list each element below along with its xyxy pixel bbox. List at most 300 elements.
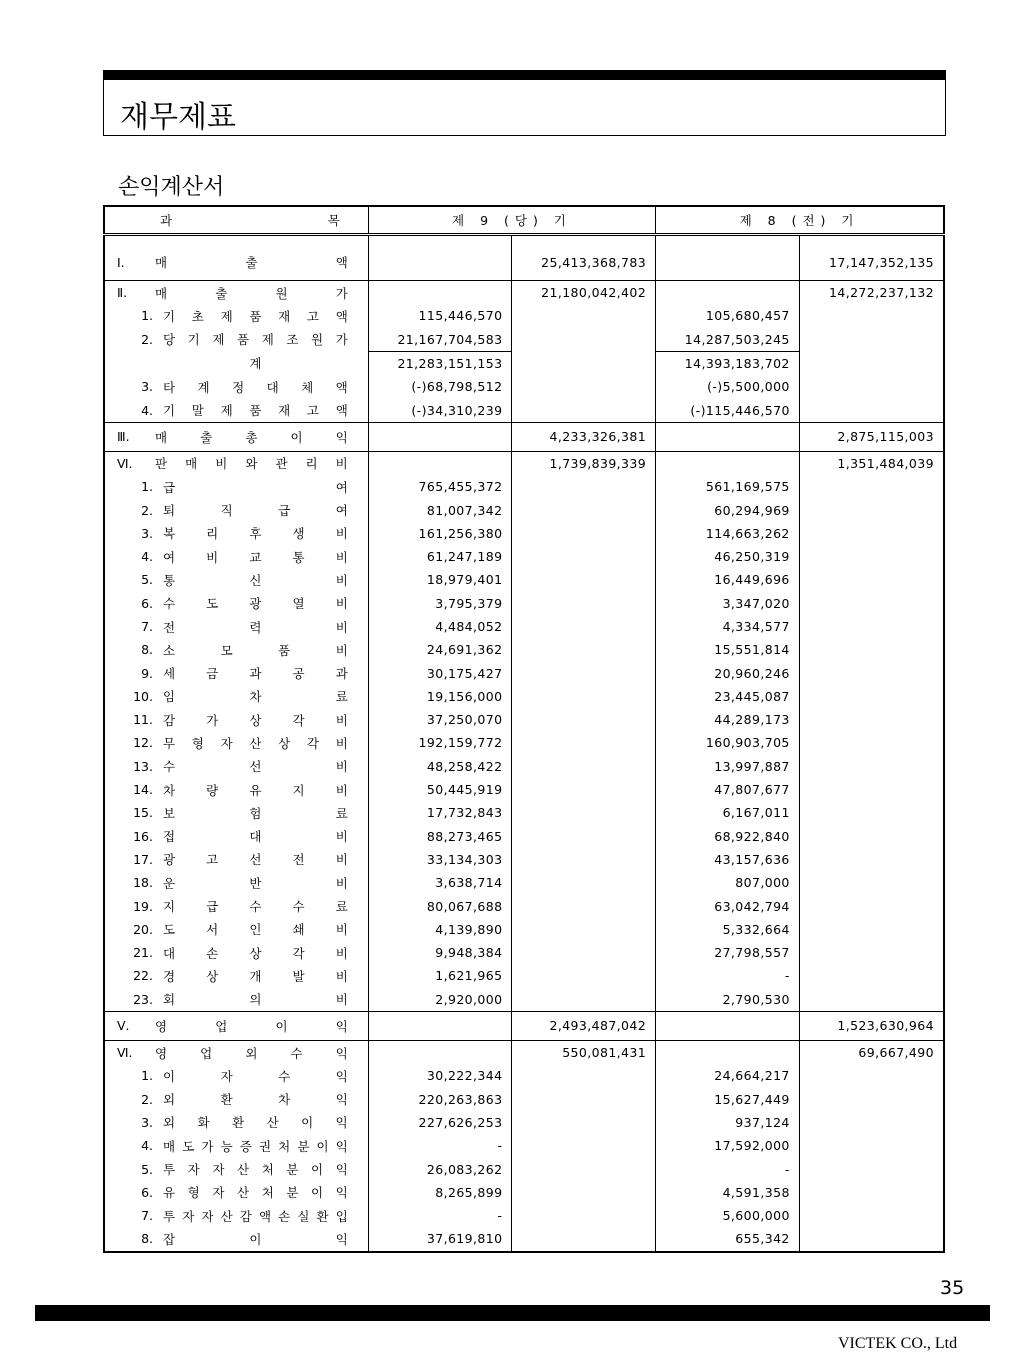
item-label: 무 형 자 산 상 각 비 bbox=[163, 735, 348, 751]
current-detail-cell: 17,732,843 bbox=[368, 801, 512, 824]
account-cell bbox=[104, 1088, 368, 1111]
item-label: 기 말 제 품 재 고 액 bbox=[163, 403, 348, 419]
item-number: 12. bbox=[133, 735, 153, 751]
account-cell bbox=[104, 801, 368, 824]
previous-detail-cell: 15,551,814 bbox=[656, 638, 800, 661]
current-total-cell bbox=[512, 398, 656, 422]
table-row bbox=[104, 685, 944, 708]
table-row bbox=[104, 1134, 944, 1157]
account-cell bbox=[104, 498, 368, 521]
current-total-cell bbox=[512, 1227, 656, 1251]
account-cell bbox=[104, 778, 368, 801]
current-detail-cell: 227,626,253 bbox=[368, 1111, 512, 1134]
current-detail-cell bbox=[368, 1011, 512, 1040]
current-detail-cell bbox=[368, 451, 512, 475]
table-row bbox=[104, 918, 944, 941]
previous-detail-cell: (-)115,446,570 bbox=[656, 398, 800, 422]
table-row bbox=[104, 304, 944, 327]
previous-total-cell bbox=[799, 1181, 944, 1204]
item-label: 수 도 광 열 비 bbox=[163, 596, 348, 612]
item-number: 4. bbox=[141, 402, 153, 418]
previous-total-cell bbox=[799, 638, 944, 661]
top-bar bbox=[103, 70, 946, 80]
item-label: 기 초 제 품 재 고 액 bbox=[163, 308, 348, 324]
account-cell bbox=[104, 1011, 368, 1040]
item-label: 매 출 액 bbox=[155, 255, 348, 270]
current-detail-cell bbox=[368, 235, 512, 281]
current-total-cell bbox=[512, 778, 656, 801]
item-label: 대 손 상 각 비 bbox=[163, 945, 348, 961]
previous-total-cell bbox=[799, 475, 944, 498]
item-label: 수 선 비 bbox=[163, 759, 348, 775]
previous-total-cell bbox=[799, 1204, 944, 1227]
item-label: 전 력 비 bbox=[163, 619, 348, 635]
previous-detail-cell: 655,342 bbox=[656, 1227, 800, 1251]
account-cell bbox=[104, 235, 368, 281]
account-cell bbox=[104, 1134, 368, 1157]
current-total-cell bbox=[512, 1204, 656, 1227]
previous-detail-cell: 43,157,636 bbox=[656, 848, 800, 871]
previous-detail-cell: 14,393,183,702 bbox=[656, 351, 800, 375]
item-label: 광 고 선 전 비 bbox=[163, 852, 348, 868]
current-detail-cell: 161,256,380 bbox=[368, 522, 512, 545]
item-label: 소 모 품 비 bbox=[163, 642, 348, 658]
previous-total-cell bbox=[799, 592, 944, 615]
account-cell bbox=[104, 475, 368, 498]
item-label: 보 험 료 bbox=[163, 805, 348, 821]
previous-total-cell bbox=[799, 894, 944, 917]
previous-total-cell bbox=[799, 825, 944, 848]
item-label: 매 도 가 능 증 권 처 분 이 익 bbox=[163, 1138, 348, 1154]
item-number: 4. bbox=[141, 1138, 153, 1154]
table-row bbox=[104, 475, 944, 498]
previous-detail-cell bbox=[656, 1011, 800, 1040]
previous-total-cell bbox=[799, 351, 944, 375]
current-total-cell bbox=[512, 638, 656, 661]
bottom-bar bbox=[35, 1305, 990, 1321]
previous-detail-cell bbox=[656, 1040, 800, 1064]
item-number: 6. bbox=[141, 1184, 153, 1200]
table-row bbox=[104, 235, 944, 281]
current-detail-cell: 21,283,151,153 bbox=[368, 351, 512, 375]
current-detail-cell: 21,167,704,583 bbox=[368, 328, 512, 352]
item-number: Ⅰ. bbox=[117, 254, 125, 270]
item-label: 감 가 상 각 비 bbox=[163, 712, 348, 728]
previous-detail-cell: 6,167,011 bbox=[656, 801, 800, 824]
previous-total-cell bbox=[799, 755, 944, 778]
table-row bbox=[104, 398, 944, 422]
previous-detail-cell bbox=[656, 451, 800, 475]
title-box bbox=[103, 80, 946, 136]
previous-total-cell bbox=[799, 1134, 944, 1157]
previous-total-cell bbox=[799, 328, 944, 352]
previous-detail-cell: 13,997,887 bbox=[656, 755, 800, 778]
current-total-cell bbox=[512, 894, 656, 917]
current-total-cell bbox=[512, 755, 656, 778]
previous-total-cell bbox=[799, 941, 944, 964]
current-detail-cell: 26,083,262 bbox=[368, 1157, 512, 1180]
item-number: 16. bbox=[133, 828, 153, 844]
current-total-cell bbox=[512, 964, 656, 987]
account-cell bbox=[104, 328, 368, 352]
current-total-cell bbox=[512, 871, 656, 894]
current-detail-cell: (-)68,798,512 bbox=[368, 375, 512, 398]
current-detail-cell: 765,455,372 bbox=[368, 475, 512, 498]
current-total-cell bbox=[512, 522, 656, 545]
account-cell bbox=[104, 1157, 368, 1180]
previous-detail-cell: 4,591,358 bbox=[656, 1181, 800, 1204]
account-cell bbox=[104, 1040, 368, 1064]
previous-detail-cell: 46,250,319 bbox=[656, 545, 800, 568]
previous-detail-cell: 17,592,000 bbox=[656, 1134, 800, 1157]
previous-total-cell bbox=[799, 708, 944, 731]
item-label: 통 신 비 bbox=[163, 572, 348, 588]
table-row bbox=[104, 848, 944, 871]
account-cell bbox=[104, 825, 368, 848]
previous-detail-cell: 60,294,969 bbox=[656, 498, 800, 521]
item-number: 9. bbox=[141, 665, 153, 681]
current-total-cell bbox=[512, 941, 656, 964]
item-label: 세 금 과 공 과 bbox=[163, 666, 348, 682]
previous-total-cell bbox=[799, 988, 944, 1012]
item-number: 15. bbox=[133, 805, 153, 821]
current-detail-cell: 3,795,379 bbox=[368, 592, 512, 615]
current-total-cell bbox=[512, 592, 656, 615]
item-label: 지 급 수 수 료 bbox=[163, 899, 348, 915]
previous-detail-cell: 14,287,503,245 bbox=[656, 328, 800, 352]
current-total-cell: 1,739,839,339 bbox=[512, 451, 656, 475]
item-number: 18. bbox=[133, 875, 153, 891]
item-number: 3. bbox=[141, 1114, 153, 1130]
previous-total-cell bbox=[799, 375, 944, 398]
item-label: 급 여 bbox=[163, 479, 348, 495]
previous-total-cell: 17,147,352,135 bbox=[799, 235, 944, 281]
item-number: 17. bbox=[133, 851, 153, 867]
current-detail-cell: 33,134,303 bbox=[368, 848, 512, 871]
item-label: 회 의 비 bbox=[163, 992, 348, 1008]
current-detail-cell: 80,067,688 bbox=[368, 894, 512, 917]
table-row bbox=[104, 894, 944, 917]
current-detail-cell: 81,007,342 bbox=[368, 498, 512, 521]
current-detail-cell bbox=[368, 422, 512, 451]
table-row bbox=[104, 731, 944, 754]
previous-detail-cell: 807,000 bbox=[656, 871, 800, 894]
account-header bbox=[104, 206, 368, 235]
previous-detail-cell: 160,903,705 bbox=[656, 731, 800, 754]
current-detail-cell: 4,139,890 bbox=[368, 918, 512, 941]
current-period-header: 제 9 (당) 기 bbox=[368, 206, 655, 235]
item-number: 6. bbox=[141, 595, 153, 611]
current-total-cell bbox=[512, 1134, 656, 1157]
account-cell bbox=[104, 568, 368, 591]
table-row bbox=[104, 778, 944, 801]
account-cell bbox=[104, 351, 368, 375]
current-detail-cell: 19,156,000 bbox=[368, 685, 512, 708]
current-detail-cell: 48,258,422 bbox=[368, 755, 512, 778]
current-total-cell bbox=[512, 661, 656, 684]
previous-detail-cell: - bbox=[656, 964, 800, 987]
previous-total-cell bbox=[799, 304, 944, 327]
item-number: 2. bbox=[141, 1091, 153, 1107]
item-number: 1. bbox=[141, 479, 153, 495]
item-label: 매 출 원 가 bbox=[155, 285, 348, 301]
previous-total-cell bbox=[799, 778, 944, 801]
table-row bbox=[104, 1227, 944, 1251]
account-cell bbox=[104, 545, 368, 568]
previous-detail-cell: 15,627,449 bbox=[656, 1088, 800, 1111]
account-header-right: 목 bbox=[327, 213, 340, 228]
table-row bbox=[104, 638, 944, 661]
current-detail-cell: - bbox=[368, 1134, 512, 1157]
item-label: 여 비 교 통 비 bbox=[163, 549, 348, 565]
item-number: Ⅱ. bbox=[117, 285, 128, 301]
item-label: 투 자 자 산 처 분 이 익 bbox=[163, 1162, 348, 1178]
account-cell bbox=[104, 848, 368, 871]
account-header-left: 과 bbox=[160, 213, 173, 228]
account-cell bbox=[104, 755, 368, 778]
item-number: 19. bbox=[133, 898, 153, 914]
current-detail-cell: 37,250,070 bbox=[368, 708, 512, 731]
previous-detail-cell: (-)5,500,000 bbox=[656, 375, 800, 398]
table-row bbox=[104, 825, 944, 848]
table-row bbox=[104, 1181, 944, 1204]
item-number: Ⅵ. bbox=[117, 1045, 133, 1061]
current-total-cell bbox=[512, 988, 656, 1012]
previous-total-cell bbox=[799, 498, 944, 521]
previous-detail-cell: 114,663,262 bbox=[656, 522, 800, 545]
table-header-row bbox=[104, 206, 944, 235]
item-number: 10. bbox=[133, 688, 153, 704]
item-label: 차 량 유 지 비 bbox=[163, 782, 348, 798]
item-label: 외 화 환 산 이 익 bbox=[163, 1115, 348, 1131]
table-row bbox=[104, 708, 944, 731]
table-body bbox=[104, 235, 944, 1252]
current-total-cell bbox=[512, 1111, 656, 1134]
item-number: 3. bbox=[141, 379, 153, 395]
previous-total-cell: 2,875,115,003 bbox=[799, 422, 944, 451]
current-detail-cell: 115,446,570 bbox=[368, 304, 512, 327]
previous-total-cell bbox=[799, 964, 944, 987]
previous-detail-cell: 68,922,840 bbox=[656, 825, 800, 848]
account-cell bbox=[104, 964, 368, 987]
item-number: 1. bbox=[141, 308, 153, 324]
item-number: 7. bbox=[141, 1208, 153, 1224]
table-row bbox=[104, 328, 944, 352]
table-row bbox=[104, 801, 944, 824]
previous-total-cell bbox=[799, 685, 944, 708]
current-total-cell bbox=[512, 918, 656, 941]
current-total-cell bbox=[512, 848, 656, 871]
account-cell bbox=[104, 1181, 368, 1204]
current-total-cell: 25,413,368,783 bbox=[512, 235, 656, 281]
previous-period-header: 제 8 (전) 기 bbox=[656, 206, 944, 235]
item-number: 5. bbox=[141, 572, 153, 588]
previous-total-cell bbox=[799, 545, 944, 568]
item-label: 영 업 외 수 익 bbox=[155, 1045, 348, 1061]
table-row bbox=[104, 1111, 944, 1134]
item-number: 5. bbox=[141, 1161, 153, 1177]
current-detail-cell: 9,948,384 bbox=[368, 941, 512, 964]
previous-detail-cell: 5,332,664 bbox=[656, 918, 800, 941]
table-row bbox=[104, 281, 944, 305]
item-label: 도 서 인 쇄 비 bbox=[163, 922, 348, 938]
previous-total-cell bbox=[799, 1157, 944, 1180]
account-cell bbox=[104, 451, 368, 475]
table-row bbox=[104, 988, 944, 1012]
table-row bbox=[104, 592, 944, 615]
current-detail-cell: 30,222,344 bbox=[368, 1064, 512, 1087]
item-number: 14. bbox=[133, 782, 153, 798]
account-cell bbox=[104, 592, 368, 615]
previous-total-cell: 1,523,630,964 bbox=[799, 1011, 944, 1040]
table-row bbox=[104, 1064, 944, 1087]
section-title: 손익계산서 bbox=[118, 175, 225, 200]
item-label: 퇴 직 급 여 bbox=[163, 503, 348, 519]
previous-detail-cell: 27,798,557 bbox=[656, 941, 800, 964]
current-total-cell bbox=[512, 708, 656, 731]
current-detail-cell: (-)34,310,239 bbox=[368, 398, 512, 422]
item-number: 4. bbox=[141, 549, 153, 565]
current-total-cell: 21,180,042,402 bbox=[512, 281, 656, 305]
item-label: 임 차 료 bbox=[163, 689, 348, 705]
previous-detail-cell bbox=[656, 281, 800, 305]
account-cell bbox=[104, 1111, 368, 1134]
account-cell bbox=[104, 281, 368, 305]
table-row bbox=[104, 498, 944, 521]
current-total-cell: 2,493,487,042 bbox=[512, 1011, 656, 1040]
table-row bbox=[104, 375, 944, 398]
current-detail-cell bbox=[368, 281, 512, 305]
item-number: 23. bbox=[133, 991, 153, 1007]
current-detail-cell: 1,621,965 bbox=[368, 964, 512, 987]
table-row bbox=[104, 615, 944, 638]
table-row bbox=[104, 871, 944, 894]
account-cell bbox=[104, 661, 368, 684]
current-total-cell bbox=[512, 731, 656, 754]
table-row bbox=[104, 964, 944, 987]
current-detail-cell: 2,920,000 bbox=[368, 988, 512, 1012]
account-cell bbox=[104, 685, 368, 708]
current-total-cell bbox=[512, 475, 656, 498]
income-statement-table bbox=[103, 205, 945, 1253]
current-total-cell: 4,233,326,381 bbox=[512, 422, 656, 451]
previous-detail-cell: 24,664,217 bbox=[656, 1064, 800, 1087]
item-label: 이 자 수 익 bbox=[163, 1068, 348, 1084]
account-cell bbox=[104, 941, 368, 964]
previous-total-cell bbox=[799, 801, 944, 824]
previous-detail-cell: 44,289,173 bbox=[656, 708, 800, 731]
current-total-cell bbox=[512, 351, 656, 375]
previous-detail-cell: 47,807,677 bbox=[656, 778, 800, 801]
previous-detail-cell: 937,124 bbox=[656, 1111, 800, 1134]
item-label: 유 형 자 산 처 분 이 익 bbox=[163, 1185, 348, 1201]
table-row bbox=[104, 568, 944, 591]
previous-total-cell: 69,667,490 bbox=[799, 1040, 944, 1064]
item-label: 당 기 제 품 제 조 원 가 bbox=[163, 332, 348, 348]
current-detail-cell: 37,619,810 bbox=[368, 1227, 512, 1251]
account-cell bbox=[104, 871, 368, 894]
table-row bbox=[104, 1040, 944, 1064]
item-number: 7. bbox=[141, 619, 153, 634]
item-label: 매 출 총 이 익 bbox=[155, 429, 348, 445]
current-detail-cell: 8,265,899 bbox=[368, 1181, 512, 1204]
item-number: 2. bbox=[141, 502, 153, 518]
item-label: 복 리 후 생 비 bbox=[163, 526, 348, 542]
table-row bbox=[104, 1204, 944, 1227]
company-name: VICTEK CO., Ltd bbox=[838, 1335, 958, 1352]
current-total-cell bbox=[512, 1157, 656, 1180]
previous-total-cell: 1,351,484,039 bbox=[799, 451, 944, 475]
current-total-cell bbox=[512, 545, 656, 568]
account-cell bbox=[104, 708, 368, 731]
current-detail-cell: 18,979,401 bbox=[368, 568, 512, 591]
account-cell bbox=[104, 1064, 368, 1087]
previous-total-cell bbox=[799, 615, 944, 638]
previous-total-cell bbox=[799, 1064, 944, 1087]
previous-total-cell bbox=[799, 522, 944, 545]
previous-detail-cell: 3,347,020 bbox=[656, 592, 800, 615]
item-number: Ⅵ. bbox=[117, 455, 133, 471]
item-number: 8. bbox=[141, 1231, 153, 1247]
item-number: 1. bbox=[141, 1068, 153, 1084]
current-total-cell bbox=[512, 1088, 656, 1111]
previous-detail-cell bbox=[656, 235, 800, 281]
item-number: 11. bbox=[133, 712, 153, 728]
previous-detail-cell: 20,960,246 bbox=[656, 661, 800, 684]
previous-detail-cell: 16,449,696 bbox=[656, 568, 800, 591]
account-cell bbox=[104, 894, 368, 917]
current-detail-cell: 4,484,052 bbox=[368, 615, 512, 638]
account-cell bbox=[104, 988, 368, 1012]
table-row bbox=[104, 755, 944, 778]
page-number: 35 bbox=[940, 1277, 965, 1299]
current-total-cell bbox=[512, 304, 656, 327]
previous-detail-cell bbox=[656, 422, 800, 451]
current-detail-cell: - bbox=[368, 1204, 512, 1227]
previous-total-cell bbox=[799, 1227, 944, 1251]
table-row bbox=[104, 1157, 944, 1180]
account-cell bbox=[104, 304, 368, 327]
item-number: 2. bbox=[141, 331, 153, 347]
current-detail-cell: 220,263,863 bbox=[368, 1088, 512, 1111]
previous-total-cell bbox=[799, 568, 944, 591]
table-row bbox=[104, 522, 944, 545]
table-row bbox=[104, 661, 944, 684]
current-total-cell bbox=[512, 328, 656, 352]
current-detail-cell: 61,247,189 bbox=[368, 545, 512, 568]
item-label: 투 자 자 산 감 액 손 실 환 입 bbox=[163, 1208, 348, 1224]
item-label: 접 대 비 bbox=[163, 829, 348, 845]
item-number: 21. bbox=[133, 945, 153, 961]
previous-total-cell bbox=[799, 661, 944, 684]
item-label: 판 매 비 와 관 리 비 bbox=[155, 456, 348, 472]
account-cell bbox=[104, 918, 368, 941]
current-detail-cell: 88,273,465 bbox=[368, 825, 512, 848]
account-cell bbox=[104, 638, 368, 661]
account-cell bbox=[104, 422, 368, 451]
previous-total-cell bbox=[799, 731, 944, 754]
previous-total-cell bbox=[799, 1088, 944, 1111]
table-row bbox=[104, 422, 944, 451]
current-detail-cell bbox=[368, 1040, 512, 1064]
current-detail-cell: 3,638,714 bbox=[368, 871, 512, 894]
current-detail-cell: 192,159,772 bbox=[368, 731, 512, 754]
account-cell bbox=[104, 398, 368, 422]
table-row bbox=[104, 545, 944, 568]
item-label: 경 상 개 발 비 bbox=[163, 968, 348, 984]
account-cell bbox=[104, 522, 368, 545]
account-cell bbox=[104, 375, 368, 398]
